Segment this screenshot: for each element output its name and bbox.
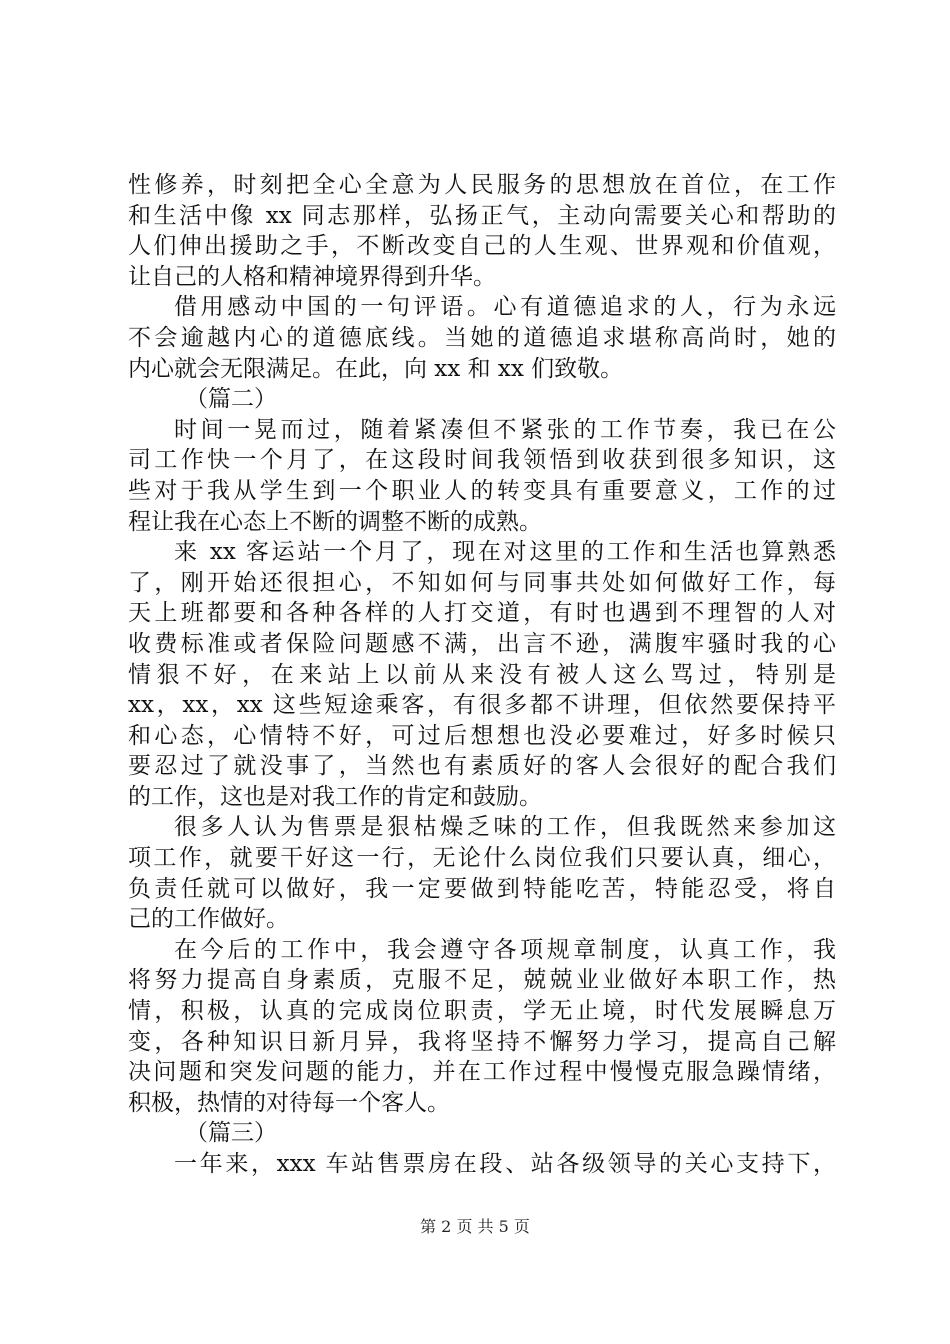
text-line: xx，xx，xx 这些短途乘客，有很多都不讲理，但依然要保持平 [128, 692, 836, 719]
text-line: 些对于我从学生到一个职业人的转变具有重要意义，工作的过 [128, 477, 836, 504]
text-line: 和生活中像 xx 同志那样，弘扬正气，主动向需要关心和帮助的 [128, 202, 836, 229]
text-line: 不会逾越内心的道德底线。当她的道德追求堪称高尚时，她的 [128, 324, 836, 351]
text-line: 在今后的工作中，我会遵守各项规章制度，认真工作，我 [174, 936, 836, 963]
text-line: 天上班都要和各种各样的人打交道，有时也遇到不理智的人对 [128, 600, 836, 627]
text-line: 人们伸出援助之手，不断改变自己的人生观、世界观和价值观， [128, 233, 836, 260]
text-line: 情狠不好，在来站上以前从来没有被人这么骂过，特别是 [128, 661, 836, 688]
text-line: 借用感动中国的一句评语。心有道德追求的人，行为永远 [174, 294, 836, 321]
text-line: 性修养，时刻把全心全意为人民服务的思想放在首位，在工作 [128, 172, 836, 198]
text-line: 让自己的人格和精神境界得到升华。 [128, 263, 496, 290]
text-line: 的工作，这也是对我工作的肯定和鼓励。 [128, 783, 542, 810]
text-line: 内心就会无限满足。在此，向 xx 和 xx 们致敬。 [128, 355, 624, 382]
text-line: 时间一晃而过，随着紧凑但不紧张的工作节奏，我已在公 [174, 416, 836, 443]
section-heading: （篇二） [185, 386, 277, 413]
text-line: 来 xx 客运站一个月了，现在对这里的工作和生活也算熟悉 [174, 539, 836, 566]
text-line: 项工作，就要干好这一行，无论什么岗位我们只要认真，细心， [128, 845, 836, 872]
text-line: 变，各种知识日新月异，我将坚持不懈努力学习，提高自己解 [128, 1028, 836, 1055]
text-line: 情，积极，认真的完成岗位职责，学无止境，时代发展瞬息万 [128, 998, 836, 1025]
section-heading: （篇三） [185, 1120, 277, 1147]
text-line: 了，刚开始还很担心，不知如何与同事共处如何做好工作，每 [128, 569, 836, 596]
text-line: 收费标准或者保险问题感不满，出言不逊，满腹牢骚时我的心 [128, 630, 836, 657]
page-footer: 第 2 页 共 5 页 [420, 1217, 530, 1236]
text-line: 很多人认为售票是狠枯燥乏味的工作，但我既然来参加这 [174, 814, 836, 841]
text-line: 己的工作做好。 [128, 906, 289, 933]
text-line: 积极，热情的对待每一个客人。 [128, 1089, 450, 1116]
document-body [128, 170, 836, 1180]
text-line: 负责任就可以做好，我一定要做到特能吃苦，特能忍受，将自 [128, 875, 836, 902]
text-line: 将努力提高自身素质，克服不足，兢兢业业做好本职工作，热 [128, 967, 836, 994]
text-line: 司工作快一个月了，在这段时间我领悟到收获到很多知识，这 [128, 447, 836, 474]
text-line: 决问题和突发问题的能力，并在工作过程中慢慢克服急躁情绪， [128, 1059, 836, 1086]
text-line: 程让我在心态上不断的调整不断的成熟。 [128, 508, 542, 535]
text-line: 和心态，心情特不好，可过后想想也没必要难过，好多时候只 [128, 722, 836, 749]
text-line: 一年来，xxx 车站售票房在段、站各级领导的关心支持下， [174, 1151, 836, 1177]
text-line: 要忍过了就没事了，当然也有素质好的客人会很好的配合我们 [128, 753, 836, 780]
